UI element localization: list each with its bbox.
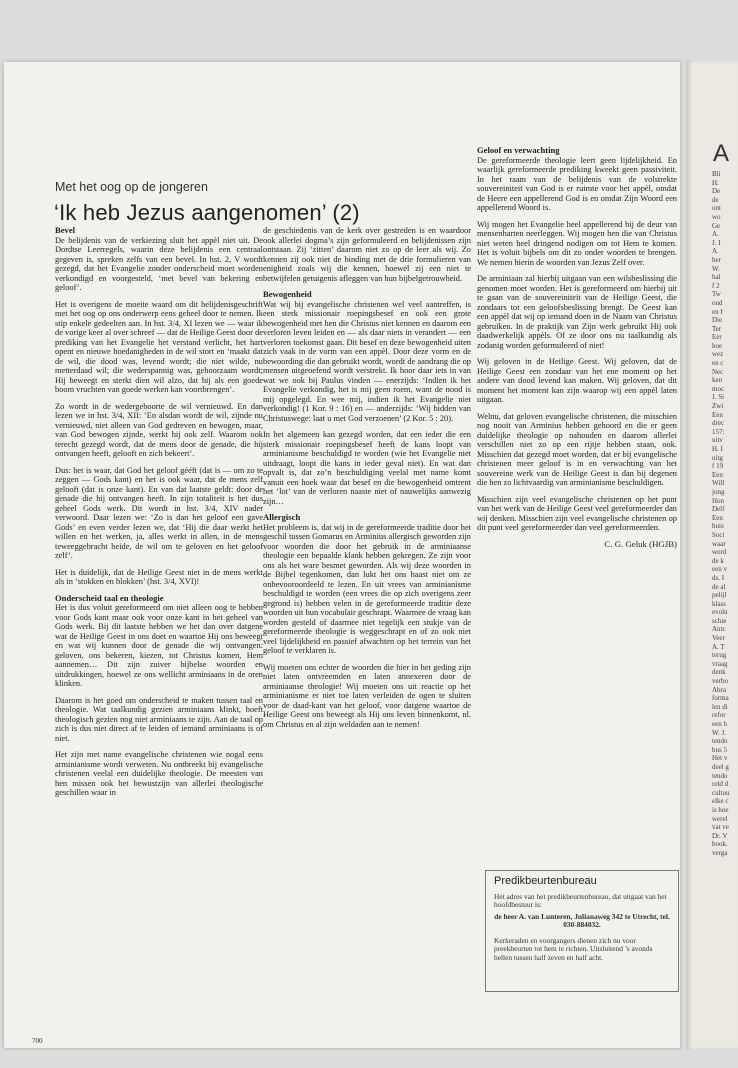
paragraph: Het zijn met name evangelische christenen wie nogal eens arminianisme wordt verweten. Nu ontbreekt bij evangelische christenen veelal een duidelijke theologie. De meesten van hen missen ook het bewustzijn van allerlei theologische geschillen waar in — [55, 750, 263, 797]
author-signature: C. G. Geluk (HGJB) — [604, 538, 677, 549]
heading-bewogenheid: Bewogenheid — [263, 289, 312, 299]
magazine-page — [4, 62, 680, 1048]
column-1 — [55, 226, 263, 1001]
paragraph: In het algemeen kan gezegd worden, dat een ieder die een sterk missionair roepingsbesef heeft de kans loopt van arminianisme beschuldigd te worden (wie het Evangelie niet uitdraagt, loopt die kans in ieder geval niet). En wat dan opvalt is, dat zo’n beschuldiging veelal met name komt vanuit een hoek waar dat besef en die bewogenheid omtrent het ‘lot’ van de verloren naaste niet of nauwelijks aanwezig zijn… — [263, 430, 471, 506]
paragraph: De gereformeerde theologie leert geen lijdelijkheid. En waarlijk gereformeerde prediking kweekt geen passiviteit. In het raam van de belijdenis van de volstrekte souvereiniteit van God is er ruimte voor het appèl, omdat de Heere een appellerend God is en omdat Zijn Woord een appellerend Woord is. — [477, 155, 677, 212]
heading-bevel: Bevel — [55, 226, 76, 235]
paragraph: De belijdenis van de verkiezing sluit het appèl niet uit. De Dordtse Leerregels, waarin deze belijdenis een centraal gegeven is, spreken zelfs van een bevel. In hst. 2, V wordt gezegd, dat het Evangelie zonder onderscheid moet worden verkondigd en voorgesteld, ‘met bevel van bekering en geloof’. — [55, 235, 263, 292]
adjacent-page-letter: A — [713, 140, 730, 167]
column-3 — [477, 146, 677, 766]
box-text: Het adres van het predikbeurtenbureau, dat uitgaat van het hoofdbestuur is: — [494, 892, 667, 910]
paragraph: Het probleem is, dat wij in de gereformeerde traditie door het geschil tussen Gomarus en Arminius allergisch geworden zijn voor woorden die door het gebruik in de arminiaanse theologie een bepaalde klank hebben gekregen. Ze zijn voor ons als het ware besmet geworden. Als wij deze woorden in de Bijbel tegenkomen, dan lukt het ons haast niet om ze onbevooroordeeld te lezen. En uit vrees van arminianisme beschuldigd te worden (een vrees die op zich overigens zeer gegrond is) hebben velen in de gereformeerde traditie deze woorden uit hun vocabulair geschrapt. Waarmee de vraag kan worden gesteld of daarmee niet tegelijk een stukje van de gereformeerde theologie is weggeschrapt en of zo ook niet veel lijdelijkheid en passief afwachten op het terrein van het geloof te verklaren is. — [263, 522, 471, 655]
article-title: ‘Ik heb Jezus aangenomen’ (2) — [54, 200, 360, 225]
paragraph: Het is dus voluit gereformeerd om niet alleen oog te hebben voor Gods kant maar ook voor onze kant in het geheel van Gods werk. Bij dit laatste hebben we het dan over datgene wat de Heilige Geest in ons doet en waartoe Hij ons beweegt en wat wij kunnen door de genade die wij ontvangen: geloven, ons bekeren, kiezen, tot Christus komen, Hem aannemen… Dit zijn zuiver bijbelse woorden en uitdrukkingen, hoewel ze ons wellicht arminiaans in de oren klinken. — [55, 603, 263, 688]
page-number: 700 — [32, 1037, 43, 1045]
predikbeurten-box — [485, 870, 679, 992]
adjacent-page-fragment: Bli H. De de ont wo Ge A. J. I A. her W. hal f 2 Tw oud en I Die Ter Eer hoe wez en c Nec ken moc J. Si Zwi Een drec 157: uitv H. I uitg f 19 Een Will jong Hon Delf Een huis Soci waar word de k een v ds. I de al pelijl klass evolu schie Autc Veer A. T terug vraag denk verbo Abra forma len di refor een h W. J. tendo bus 5 Het v deel g tendo reld d cultuu elke c is hoe werel vat ve Dr. V book. verga — [712, 170, 730, 857]
paragraph: Het is overigens de moeite waard om dit belijdenisgeschrift met het oog op ons onderwerp eens geheel door te nemen. Ik stip enkele gedeelten aan. In hst. 3/4, XI lezen we — waar ik de vorige keer al over schreef — dat de Heilige Geest door de prediking van het Evangelie het verstand verlicht, het hart opent en nieuwe hoedanigheden in de wil stort en ‘maakt dat de wil, die dood was, levend wordt; die niet wilde, nu metterdaad wil; die wederspannig was, gehoorzaam wordt; Hij beweegt en sterkt dien wil alzo, dat hij als een goede boom vruchten van goede werken kan voortbrengen’. — [55, 299, 263, 394]
paragraph: Wij moeten ons echter de woorden die hier in het geding zijn niet laten ontvreemden en laten annexeren door de arminiaanse theologie! Wij moeten ons uit reactie op het arminianisme er niet toe laten verleiden de ogen te sluiten voor de daad-kant van het geloof, voor datgene waartoe de Heilige Geest ons beweegt als Hij ons leven binnenkomt, nl. om Christus en al zijn weldaden aan te nemen! — [263, 662, 471, 729]
paragraph: Wij geloven in de Heilige Geest. Wij geloven, dat de Heilige Geest een zondaar van het ene moment op het andere van dood levend kan maken. Wij geloven, dat dit moment het moment kan zijn waarop wij een appèl laten uitgaan. — [477, 357, 677, 404]
paragraph: Daarom is het goed om onderscheid te maken tussen taal en theologie. Wat taalkundig gezien arminiaans klinkt, hoeft theologisch gezien nog niet arminiaans te zijn. Aan de taal op zich is dus niet direct af te leiden of iemand arminiaans is of niet. — [55, 695, 263, 743]
paragraph: Misschien zijn veel evangelische christenen op het punt van het werk van de Heilige Geest veel gereformeerder dan wij denken. Misschien zijn veel evangelische christenen op dit punt veel gereformeerder dan veel gereformeerden. — [477, 494, 677, 532]
paragraph: Wat wij bij evangelische christenen wel veel aantreffen, is een sterk missionair roepingsbesef en ook een grote bewogenheid met hen die Christus niet kennen en daarom een verloren leven leiden en — als daar niets in verandert — een verloren toekomst gaan. Dit besef en deze bewogenheid uiten zich vaak in de vorm van een appèl. Door deze vorm en de bewoording die dan gebruikt wordt, wordt de aandrang die op mensen uitgeoefend wordt verstrekt. Ik hoor daar iets in van wat we ook bij Paulus vinden — enerzijds: ‘Indien ik het Evangelie verkondig, het is mij geen roem, want de nood is mij opgelegd. En wee mij, indien ik het Evangelie niet verkondig! (1 Kor. 9 : 16) en — anderzijds: ‘Wij bidden van Christuswege: laat u met God verzoenen’ (2 Kor. 5 : 20). — [263, 299, 471, 423]
heading-onderscheid: Onderscheid taal en theologie — [55, 592, 164, 603]
box-note: Kerkeraden en voorgangers dienen zich nu voor preekbeurten tot hem te richten. Uitsluitend ’s avonds bellen tussen half zeven en half acht. — [494, 936, 653, 962]
section-kicker: Met het oog op de jongeren — [55, 180, 208, 194]
column-2 — [263, 226, 471, 1001]
box-address: de heer A. van Lunteren, Julianaweg 342 te Utrecht, tel. 030-884032. — [494, 912, 670, 930]
paragraph: de geschiedenis van de kerk over gestreden is en waardoor ook allerlei dogma’s zijn geformuleerd en belijdenissen zijn ontstaan. Zij ‘zitten’ daarom niet zo op de leer als wij. Zo kennen zij ook niet de binding met de drie formulieren van enigheid zoals wij die kennen, hoewel zij een niet te betwijfelen getuigenis afleggen van hun bijbelgetrouwheid. — [263, 226, 471, 283]
paragraph: Welnu, dat geloven evangelische christenen, die misschien nog nooit van Arminius hebben gehoord en die er geen duidelijke theologie op nahouden en daarom allerlei verschillen niet zo op een rijtje hebben staan, ook. Misschien dat gezegd moet worden, dat er bij evangelische christenen meer geloof is in en verwachting van het souvereine werk van de Heilige Geest is dan bij degenen die hen zo lichtvaardig van arminianisme beschuldigen. — [477, 411, 677, 487]
paragraph: Het is duidelijk, dat de Heilige Geest niet in de mens werkt als in ‘stokken en blokken’ (hst. 3/4, XVI)! — [55, 567, 263, 586]
heading-geloof: Geloof en verwachting — [477, 146, 560, 155]
paragraph: De arminiaan zal hierbij uitgaan van een wilsbeslissing die genomen moet worden. Het is gereformeerd om hierbij uit te gaan van de souvereiniteit van de Heilige Geest, die zondaars tot een geloofsbeslissing brengt. De Geest kan een appèl dat wij op iemand doen in de Naam van Christus gebruiken. In de praktijk van Zijn werk gebruikt Hij ook daadwerkelijk appèls. Of ze door ons nu taalkundig als zodanig worden geformuleerd of niet! — [477, 274, 677, 350]
paragraph: Dus: het is waar, dat God het geloof gééft (dat is — om zo te zeggen — Gods kant) en het is ook waar, dat de mens zelf gelooft (dat is onze kant). En van dat laatste geldt: door de genade die hij ontvangen heeft. In zijn totaliteit is het dus geheel Gods werk. Dit wordt in hst. 3/4, XIV nader verwoord. Daar lezen we: ‘Zo is dan het geloof een gave Gods’ en even verder lezen we, dat ‘Hij die daar werkt het willen en het werken, ja, alles werkt in allen, in de mens teweeggebracht beide, de wil om te geloven en het geloof zelf’. — [55, 465, 263, 560]
box-heading: Predikbeurtenbureau — [494, 875, 597, 887]
heading-allergisch: Allergisch — [263, 512, 301, 522]
paragraph: Wij mogen het Evangelie heel appellerend bij de deur van mensenharten neerleggen. Wij mogen hen die van Christus niet weten heel dringend nodigen om tot Hem te komen. Het is voluit bijbels om dit zo onder woorden te brengen. We nemen hierin de woorden van Jezus Zelf over. — [477, 219, 677, 267]
adjacent-page — [686, 60, 738, 1050]
paragraph: Zo wordt in de wedergeboorte de wil vernieuwd. En dan lezen we in hst. 3/4, XII: ‘En alsdan wordt de wil, zijnde nu vernieuwd, niet alleen van God gedreven en bewogen, maar, van God bewogen zijnde, werkt hij ook zelf. Waarom ook terecht gezegd wordt, dat de mens door de genade, die hij ontvangen heeft, gelooft en zich bekeert’. — [55, 401, 263, 458]
